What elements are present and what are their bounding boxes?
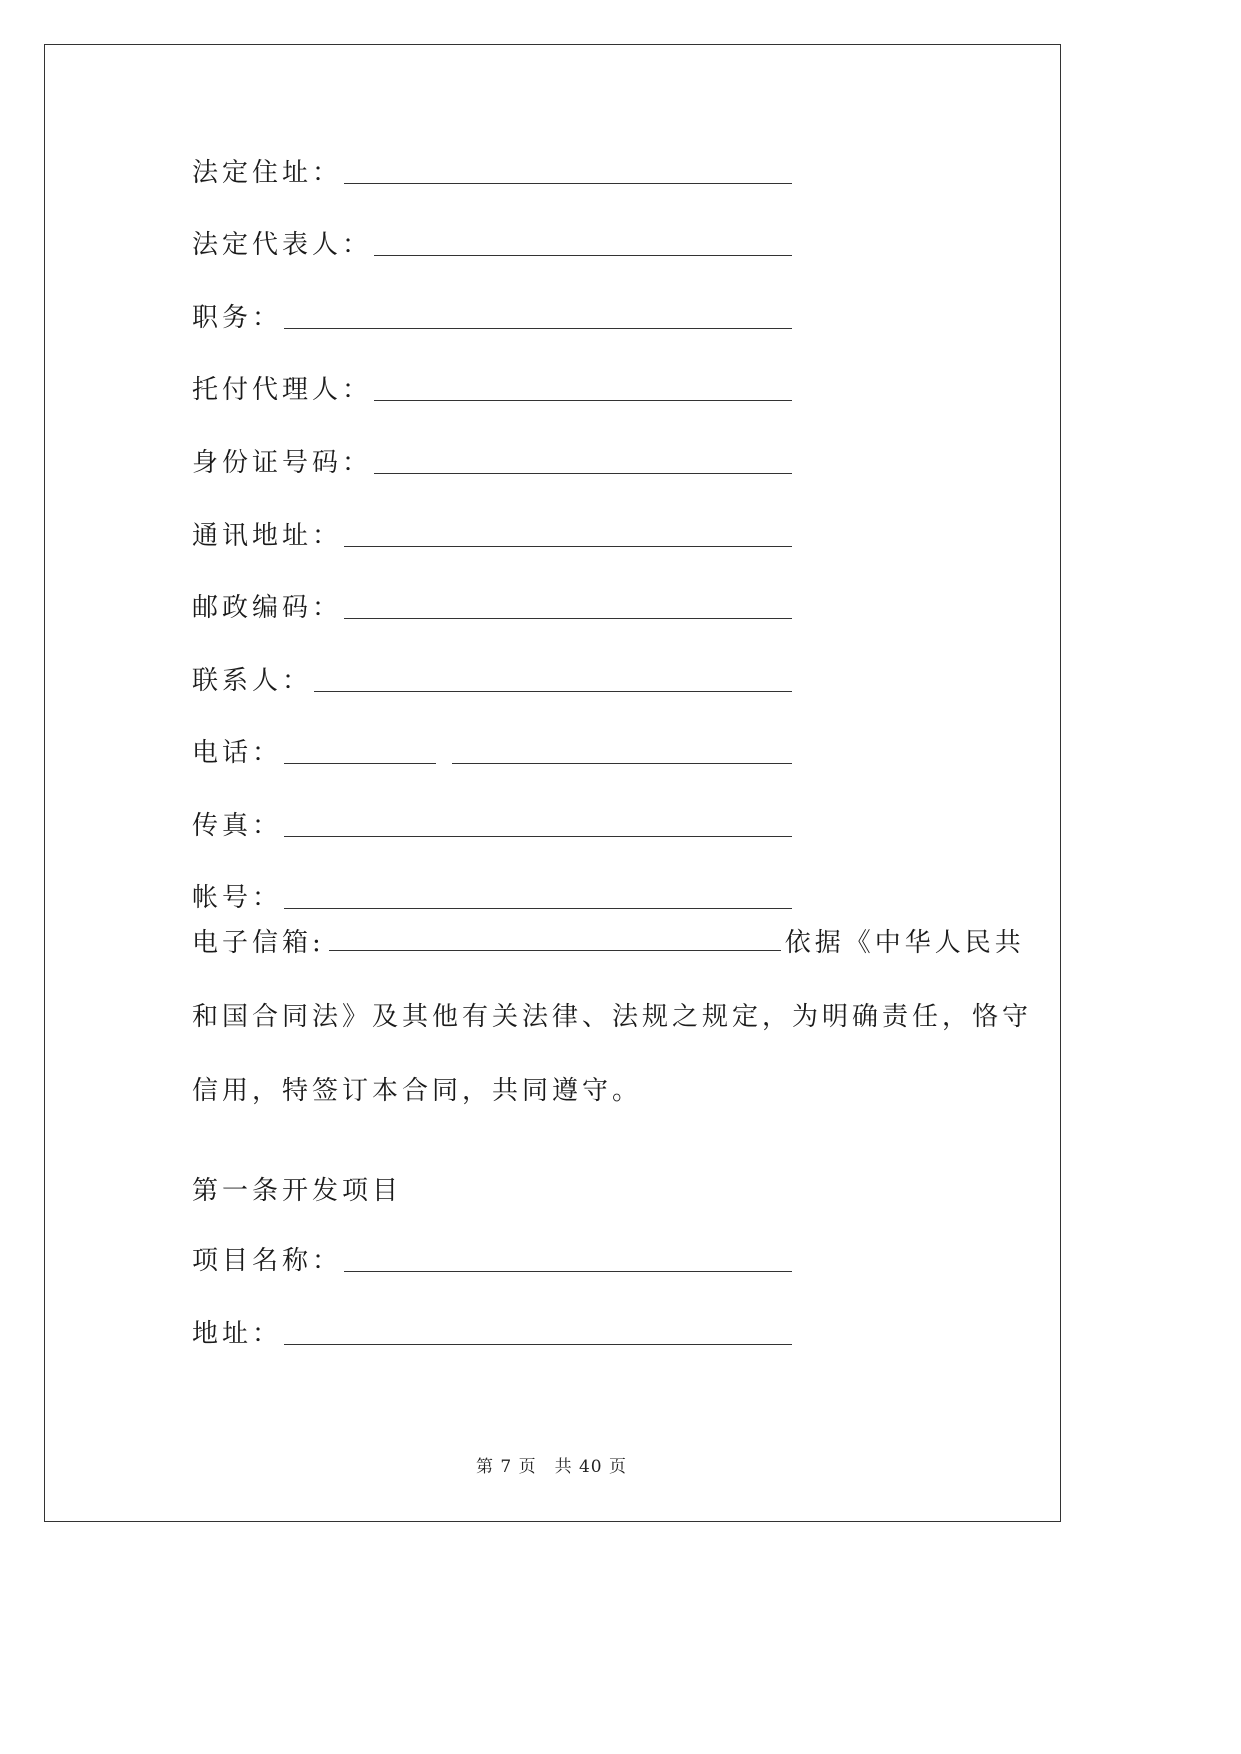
field-label: 通讯地址： — [192, 521, 343, 551]
preamble-text: 依据《中华人民共和国合同法》及其他有关法律、法规之规定，为明确责任，恪守信用，特签订本合同，共同遵守。 — [192, 928, 1033, 1106]
blank-line[interactable] — [284, 327, 792, 329]
blank-line[interactable] — [344, 182, 792, 184]
field-label: 联系人： — [192, 666, 313, 696]
blank-line[interactable] — [284, 1343, 792, 1345]
field-label: 法定代表人： — [192, 230, 373, 260]
field-label: 身份证号码： — [192, 448, 373, 478]
blank-line[interactable] — [284, 835, 792, 837]
field-label: 职务： — [192, 303, 283, 333]
field-label: 电话： — [192, 738, 283, 768]
blank-line[interactable] — [344, 617, 792, 619]
email-label: 电子信箱: — [192, 928, 325, 958]
page-border — [44, 44, 1061, 1522]
field-project-address[interactable] — [192, 1313, 792, 1349]
field-label: 地址： — [192, 1319, 283, 1349]
blank-line-area-code[interactable] — [284, 762, 436, 764]
field-agent[interactable] — [192, 369, 792, 405]
blank-line[interactable] — [374, 399, 792, 401]
blank-line[interactable] — [374, 254, 792, 256]
email-blank-line[interactable] — [329, 928, 781, 951]
field-label: 项目名称： — [192, 1246, 343, 1276]
field-fax[interactable] — [192, 805, 792, 841]
field-contact-person[interactable] — [192, 660, 792, 696]
field-label: 法定住址： — [192, 158, 343, 188]
field-legal-representative[interactable] — [192, 224, 792, 260]
field-label: 托付代理人： — [192, 375, 373, 405]
field-position[interactable] — [192, 297, 792, 333]
page-number-footer: 第 7 页 共 40 页 — [475, 1457, 628, 1477]
blank-line[interactable] — [374, 472, 792, 474]
blank-line[interactable] — [314, 690, 792, 692]
field-label: 帐号： — [192, 883, 283, 913]
field-label: 邮政编码： — [192, 593, 343, 623]
field-mailing-address[interactable] — [192, 515, 792, 551]
blank-line-number[interactable] — [452, 762, 792, 764]
blank-line[interactable] — [344, 1270, 792, 1272]
field-legal-address[interactable] — [192, 152, 792, 188]
blank-line[interactable] — [344, 545, 792, 547]
contract-preamble-paragraph — [136, 906, 1032, 1128]
field-postal-code[interactable] — [192, 587, 792, 623]
field-project-name[interactable] — [192, 1240, 792, 1276]
field-id-number[interactable] — [192, 442, 792, 478]
field-phone[interactable] — [192, 732, 792, 768]
field-label: 传真： — [192, 811, 283, 841]
section-title: 第一条开发项目 — [192, 1176, 403, 1206]
